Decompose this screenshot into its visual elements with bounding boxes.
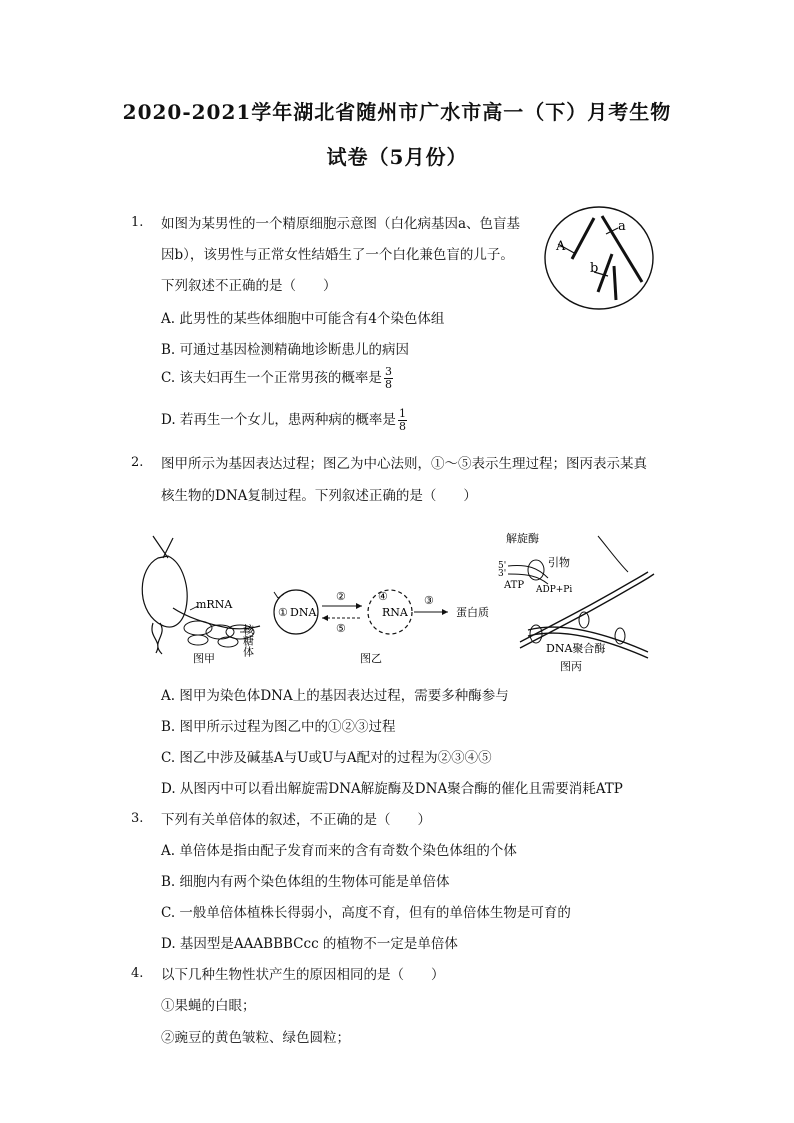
question-1-number: 1. — [131, 215, 144, 230]
label-process-3: ③ — [424, 594, 434, 607]
label-three-prime: 3' — [498, 569, 507, 579]
question-4-item-1: ①果蝇的白眼； — [161, 998, 256, 1014]
gene-label-A: A — [556, 239, 566, 254]
question-2-number: 2. — [131, 455, 144, 470]
question-1-option-a: A. 此男性的某些体细胞中可能含有4个染色体组 — [161, 311, 445, 327]
label-atp: ATP — [504, 580, 525, 591]
gene-expression-figures — [128, 528, 673, 678]
fraction-three-eighths: $\frac{3}{8}$ — [384, 365, 392, 391]
question-4-number: 4. — [131, 966, 144, 981]
question-3-option-a: A. 单倍体是指由配子发育而来的含有奇数个染色体组的个体 — [161, 843, 517, 859]
question-3-option-c: C. 一般单倍体植株长得弱小，高度不育，但有的单倍体生物是可育的 — [161, 905, 571, 921]
figure-yi — [274, 590, 489, 665]
question-1-option-d — [161, 408, 407, 433]
question-4-line-1: 以下几种生物性状产生的原因相同的是（ ） — [161, 967, 445, 983]
figure-jia — [142, 536, 260, 665]
label-five-prime: 5' — [498, 561, 507, 571]
label-protein: 蛋白质 — [456, 606, 489, 619]
question-2-line-1: 图甲所示为基因表达过程；图乙为中心法则，①～⑤表示生理过程；图丙表示某真 — [161, 456, 647, 472]
question-1-option-c — [161, 366, 393, 391]
label-helicase: 解旋酶 — [506, 532, 539, 545]
gene-label-b: b — [590, 261, 599, 276]
page-title-line2: 试卷（5月份） — [326, 145, 468, 169]
label-dna-polymerase: DNA聚合酶 — [546, 642, 606, 655]
label-process-2: ② — [336, 590, 346, 603]
caption-fig-bing: 图丙 — [560, 660, 582, 673]
label-process-1: ① — [278, 606, 288, 619]
question-1-option-d-text: D. 若再生一个女儿，患两种病的概率是 — [161, 412, 396, 428]
label-ribosome: 核糖体 — [241, 624, 255, 657]
question-1-option-c-text: C. 该夫妇再生一个正常男孩的概率是 — [161, 370, 382, 386]
label-adp-pi: ADP+Pi — [536, 585, 573, 595]
question-3-option-d: D. 基因型是AAABBBCcc 的植物不一定是单倍体 — [161, 936, 458, 952]
sperm-cell-figure — [542, 204, 656, 312]
label-mrna: mRNA — [196, 598, 233, 611]
label-process-5: ⑤ — [336, 622, 346, 635]
label-rna: RNA — [382, 606, 408, 619]
question-2-option-a: A. 图甲为染色体DNA上的基因表达过程，需要多种酶参与 — [161, 688, 509, 704]
page-title-line1: 2020-2021学年湖北省随州市广水市高一（下）月考生物 — [122, 100, 672, 124]
question-3-number: 3. — [131, 811, 144, 826]
question-2-option-c: C. 图乙中涉及碱基A与U或U与A配对的过程为②③④⑤ — [161, 750, 492, 766]
question-3-option-b: B. 细胞内有两个染色体组的生物体可能是单倍体 — [161, 874, 450, 890]
label-primer: 引物 — [548, 556, 570, 569]
question-3-line-1: 下列有关单倍体的叙述，不正确的是（ ） — [161, 812, 431, 828]
question-2-line-2: 核生物的DNA复制过程。下列叙述正确的是（ ） — [161, 488, 477, 504]
question-2-option-d: D. 从图丙中可以看出解旋需DNA解旋酶及DNA聚合酶的催化且需要消耗ATP — [161, 781, 623, 797]
label-dna: DNA — [290, 606, 317, 619]
question-1-line-2: 因b），该男性与正常女性结婚生了一个白化兼色盲的儿子。 — [161, 247, 514, 263]
caption-fig-jia: 图甲 — [193, 652, 215, 665]
gene-label-a: a — [618, 219, 626, 234]
question-1-option-b: B. 可通过基因检测精确地诊断患儿的病因 — [161, 342, 410, 358]
question-4-item-2: ②豌豆的黄色皱粒、绿色圆粒； — [161, 1030, 350, 1046]
figure-bing — [498, 531, 654, 673]
label-process-4: ④ — [378, 590, 388, 603]
fraction-one-eighth: $\frac{1}{8}$ — [398, 407, 406, 433]
question-1-line-1: 如图为某男性的一个精原细胞示意图（白化病基因a、色盲基 — [161, 216, 521, 232]
question-2-option-b: B. 图甲所示过程为图乙中的①②③过程 — [161, 719, 396, 735]
caption-fig-yi: 图乙 — [360, 652, 382, 665]
question-1-line-3: 下列叙述不正确的是（ ） — [161, 278, 337, 294]
